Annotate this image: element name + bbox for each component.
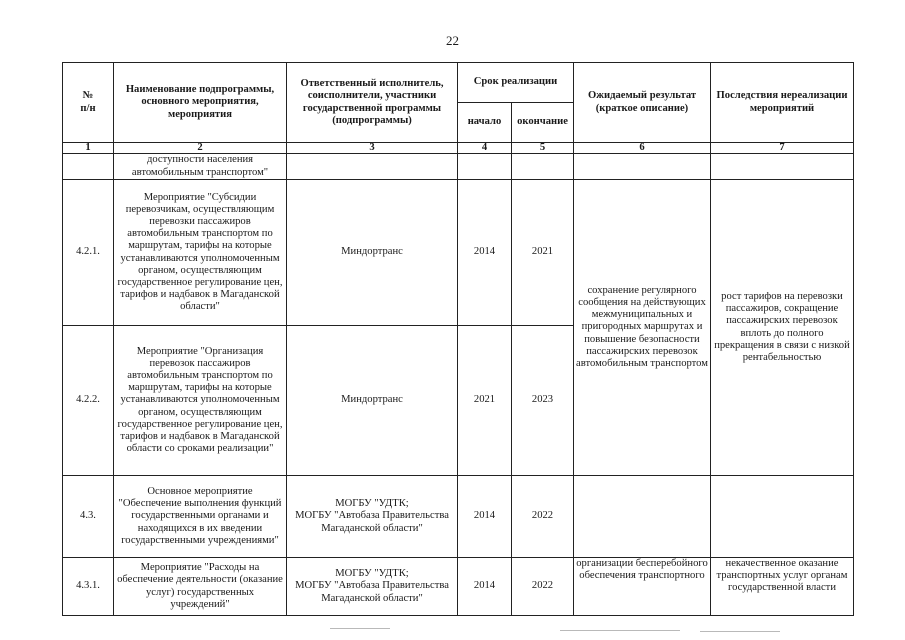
row-result <box>574 154 711 180</box>
row-name: доступности населения автомобильным транспортом" <box>114 154 287 180</box>
row-num <box>63 154 114 180</box>
header-num: № п/н <box>63 63 114 143</box>
table-row <box>63 558 854 616</box>
row-num: 4.3. <box>63 476 114 558</box>
header-term: Срок реализации <box>458 63 574 103</box>
row-name: Мероприятие "Расходы на обеспечение деятельности (оказание услуг) государственных учреждений" <box>114 558 287 616</box>
row-consequences <box>711 154 854 180</box>
table-row <box>63 154 854 180</box>
table-row <box>63 180 854 326</box>
column-number: 2 <box>114 143 287 154</box>
row-start: 2021 <box>458 326 512 476</box>
row-end: 2023 <box>512 326 574 476</box>
column-number: 1 <box>63 143 114 154</box>
row-end: 2022 <box>512 558 574 616</box>
header-end: окончание <box>512 103 574 143</box>
row-name: Мероприятие "Организация перевозок пассажиров автомобильным транспортом по маршрутам, тарифы на которые устанавливаются уполномоченным органом, осуществляющим государственное регулирование цен, тарифов и надбавок в Магаданской области со сроками реализации" <box>114 326 287 476</box>
row-executor: МОГБУ "УДТК; МОГБУ "Автобаза Правительства Магаданской области" <box>287 558 458 616</box>
column-number: 6 <box>574 143 711 154</box>
row-num: 4.3.1. <box>63 558 114 616</box>
program-activities-table <box>62 62 854 616</box>
row-num: 4.2.1. <box>63 180 114 326</box>
row-end: 2022 <box>512 476 574 558</box>
row-start: 2014 <box>458 180 512 326</box>
shared-consequences: рост тарифов на перевозки пассажиров, сокращение пассажирских перевозок вплоть до полного прекращения в связи с низкой рентабельностью <box>711 180 854 476</box>
row-num: 4.2.2. <box>63 326 114 476</box>
row-executor: Миндортранс <box>287 326 458 476</box>
row-result: организации бесперебойного обеспечения транспортного <box>574 558 711 616</box>
row-start: 2014 <box>458 476 512 558</box>
row-consequences: некачественное оказание транспортных услуг органам государственной власти <box>711 558 854 616</box>
row-executor: МОГБУ "УДТК; МОГБУ "Автобаза Правительства Магаданской области" <box>287 476 458 558</box>
row-executor <box>287 154 458 180</box>
row-end: 2021 <box>512 180 574 326</box>
row-start <box>458 154 512 180</box>
shared-result: сохранение регулярного сообщения на действующих межмуниципальных и пригородных маршрутах и повышение безопасности пассажирских перевозок автомобильным транспортом <box>574 180 711 476</box>
row-end <box>512 154 574 180</box>
column-number: 4 <box>458 143 512 154</box>
row-name: Основное мероприятие "Обеспечение выполнения функций государственными органами и находящихся в их введении государственными учреждениями" <box>114 476 287 558</box>
column-number-row <box>63 143 854 154</box>
header-start: начало <box>458 103 512 143</box>
header-name: Наименование подпрограммы, основного мероприятия, мероприятия <box>114 63 287 143</box>
row-consequences <box>711 476 854 558</box>
header-executor: Ответственный исполнитель, соисполнители, участники государственной программы (подпрограммы) <box>287 63 458 143</box>
scan-artifact <box>560 630 680 631</box>
header-result: Ожидаемый результат (краткое описание) <box>574 63 711 143</box>
column-number: 5 <box>512 143 574 154</box>
column-number: 7 <box>711 143 854 154</box>
scan-artifact <box>330 628 390 629</box>
row-name: Мероприятие "Субсидии перевозчикам, осуществляющим перевозки пассажиров автомобильным транспортом по маршрутам, тарифы на которые устанавливаются уполномоченным органом, осуществляющим государственное регулирование цен, тарифов и надбавок в Магаданской области" <box>114 180 287 326</box>
row-start: 2014 <box>458 558 512 616</box>
row-executor: Миндортранс <box>287 180 458 326</box>
column-number: 3 <box>287 143 458 154</box>
page-number: 22 <box>446 33 459 48</box>
table-row <box>63 476 854 558</box>
row-result <box>574 476 711 558</box>
header-consequences: Последствия нереализации мероприятий <box>711 63 854 143</box>
table-header-row <box>63 63 854 103</box>
scan-artifact <box>700 631 780 632</box>
